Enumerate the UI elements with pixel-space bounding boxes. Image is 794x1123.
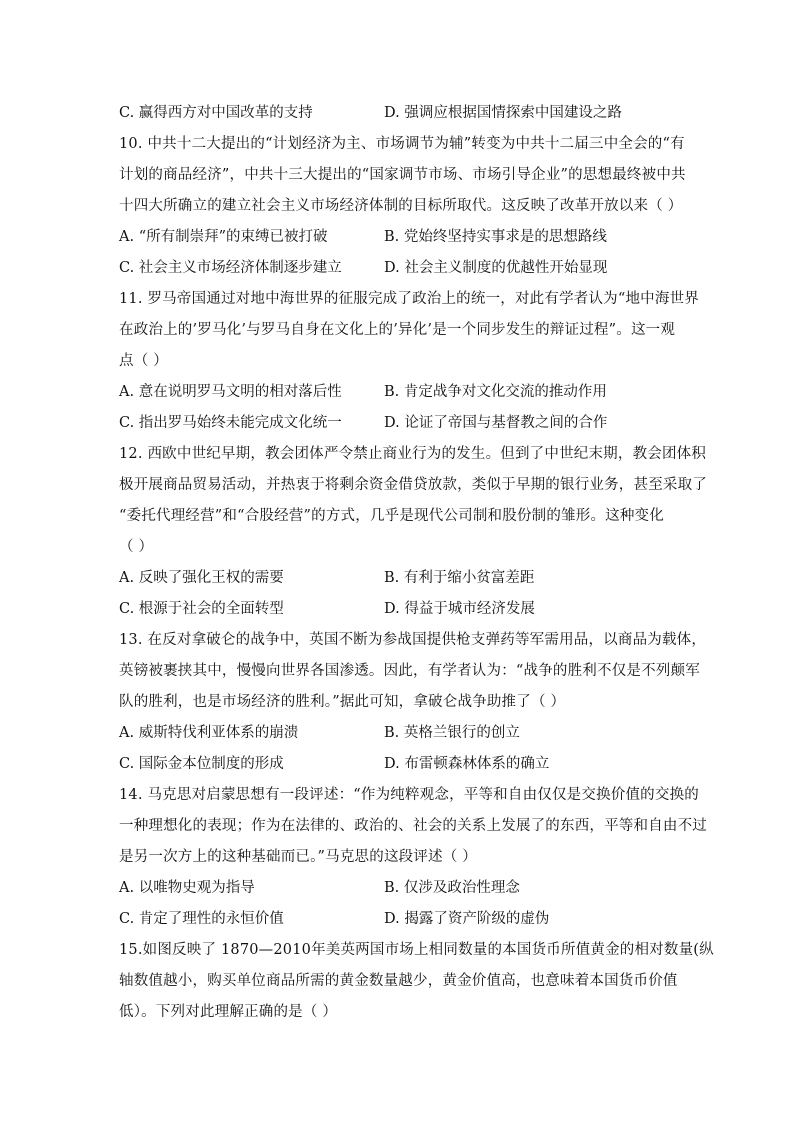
option-row — [119, 752, 679, 774]
answer-option[interactable]: D. 论证了帝国与基督教之间的合作 — [384, 415, 608, 431]
option-row — [119, 907, 679, 929]
option-row — [119, 566, 679, 588]
question-stem-line: 计划的商品经济”，中共十三大提出的“国家调节市场、市场引导企业”的思想最终被中共 — [119, 167, 686, 183]
question-stem-line: （ ） — [119, 539, 154, 555]
option-row — [119, 256, 679, 278]
option-row — [119, 225, 679, 247]
answer-option[interactable]: B. 党始终坚持实事求是的思想路线 — [384, 229, 607, 245]
answer-option[interactable]: A. 以唯物史观为指导 — [119, 880, 255, 896]
answer-option[interactable]: D. 得益于城市经济发展 — [384, 601, 535, 617]
question-stem-line: 11. 罗马帝国通过对地中海世界的征服完成了政治上的统一，对此有学者认为“地中海世界 — [119, 291, 699, 307]
answer-option[interactable]: A. 威斯特伐利亚体系的崩溃 — [119, 725, 299, 741]
question-stem-line: 英镑被裹挟其中，慢慢向世界各国渗透。因此，有学者认为：“战争的胜利不仅是不列颠军 — [119, 663, 700, 679]
question-stem-line: 在政治上的’罗马化’与罗马自身在文化上的’异化’是一个同步发生的辩证过程”。这一观 — [119, 322, 676, 338]
question-stem-line: 是另一次方上的这种基础而已。”马克思的这段评述（ ） — [119, 849, 477, 865]
answer-option[interactable]: D. 社会主义制度的优越性开始显现 — [384, 260, 608, 276]
answer-option[interactable]: C. 肯定了理性的永恒价值 — [119, 911, 284, 927]
answer-option[interactable]: C. 社会主义市场经济体制逐步建立 — [119, 260, 342, 276]
answer-option[interactable]: C. 国际金本位制度的形成 — [119, 756, 284, 772]
answer-option[interactable]: D. 布雷顿森林体系的确立 — [384, 756, 550, 772]
answer-option[interactable]: D. 揭露了资产阶级的虚伪 — [384, 911, 550, 927]
question-stem-line: 点（ ） — [119, 353, 168, 369]
question-stem-line: 极开展商品贸易活动，并热衷于将剩余资金借贷放款，类似于早期的银行业务，甚至采取了 — [119, 477, 707, 493]
question-stem-line: 队的胜利，也是市场经济的胜利。”据此可知，拿破仑战争助推了（ ） — [119, 694, 566, 710]
answer-option[interactable]: C. 指出罗马始终未能完成文化统一 — [119, 415, 342, 431]
option-row — [119, 380, 679, 402]
answer-option[interactable]: A. 反映了强化王权的需要 — [119, 570, 284, 586]
answer-option[interactable]: C. 根源于社会的全面转型 — [119, 601, 284, 617]
answer-option[interactable]: C. 赢得西方对中国改革的支持 — [119, 105, 313, 121]
answer-option[interactable]: A. 意在说明罗马文明的相对落后性 — [119, 384, 342, 400]
option-row — [119, 876, 679, 898]
question-stem-line: 13. 在反对拿破仑的战争中，英国不断为参战国提供枪支弹药等军需用品，以商品为载体， — [119, 632, 707, 648]
question-stem-line: 12. 西欧中世纪早期，教会团体严令禁止商业行为的发生。但到了中世纪末期，教会团体积 — [119, 446, 707, 462]
option-row — [119, 721, 679, 743]
question-stem-line: 十四大所确立的建立社会主义市场经济体制的目标所取代。这反映了改革开放以来（ ） — [119, 198, 683, 214]
answer-option[interactable]: B. 有利于缩小贫富差距 — [384, 570, 535, 586]
question-stem-line: 10. 中共十二大提出的“计划经济为主、市场调节为辅”转变为中共十二届三中全会的“有 — [119, 136, 685, 152]
answer-option[interactable]: B. 仅涉及政治性理念 — [384, 880, 520, 896]
option-row — [119, 101, 679, 123]
answer-option[interactable]: D. 强调应根据国情探索中国建设之路 — [384, 105, 622, 121]
answer-option[interactable]: B. 英格兰银行的创立 — [384, 725, 520, 741]
question-stem-line: “委托代理经营”和“合股经营”的方式，几乎是现代公司制和股份制的雏形。这种变化 — [119, 508, 664, 524]
option-row — [119, 597, 679, 619]
question-stem-line: 15.如图反映了 1870—2010年美英两国市场上相同数量的本国货币所值黄金的相对数量(纵 — [119, 942, 714, 958]
answer-option[interactable]: B. 肯定战争对文化交流的推动作用 — [384, 384, 607, 400]
question-stem-line: 一种理想化的表现；作为在法律的、政治的、社会的关系上发展了的东西，平等和自由不过 — [119, 818, 707, 834]
question-stem-line: 低）。下列对此理解正确的是（ ） — [119, 1004, 338, 1020]
question-stem-line: 轴数值越小，购买单位商品所需的黄金数量越少，黄金价值高，也意味着本国货币价值 — [119, 973, 678, 989]
option-row — [119, 411, 679, 433]
answer-option[interactable]: A. “所有制崇拜”的束缚已被打破 — [119, 229, 328, 245]
question-stem-line: 14. 马克思对启蒙思想有一段评述：“作为纯粹观念，平等和自由仅仅是交换价值的交换的 — [119, 787, 699, 803]
